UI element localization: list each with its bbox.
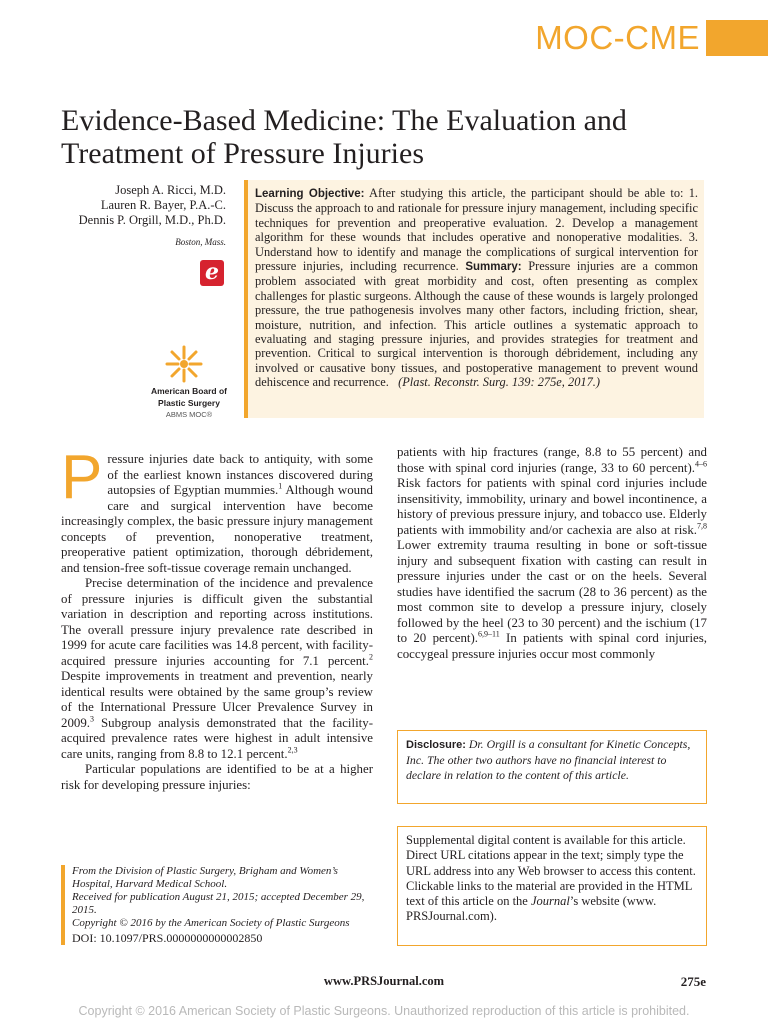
moc-cme-badge	[535, 18, 768, 58]
dropcap: P	[61, 443, 103, 512]
author: Lauren R. Bayer, P.A.-C.	[100, 198, 226, 212]
copyright-footer: Copyright © 2016 American Society of Plastic Surgeons. Unauthorized reproduction of this article is prohibited.	[78, 1004, 690, 1018]
supplemental-box	[397, 826, 707, 946]
abms-logo	[148, 344, 230, 419]
paragraph	[397, 445, 707, 662]
page-number: 275e	[680, 974, 706, 989]
reference: 2	[369, 652, 373, 662]
summary-text: Pressure injuries are a common problem associated with great morbidity and cost, often presenting as complex challenges for plastic surgeons. Although the cause of these wounds is largely prolonged pressure, the true pathogenesis involves many other factors, including friction, shear, moisture, nutrition, and infection. This article outlines a systematic approach to evaluating and staging pressure injuries, and provides strategies for treatment and prevention. Critical to surgical intervention is thorough débridement, including any involved or causative bony tissues, and postoperative management to prevent wound dehiscence and recurrence.	[255, 259, 698, 390]
received-dates: Received for publication August 21, 2015; accepted December 29, 2015.	[72, 891, 365, 916]
paragraph	[61, 576, 373, 762]
doi[interactable]: DOI: 10.1097/PRS.0000000000002850	[72, 931, 263, 945]
summary-label: Summary:	[465, 261, 522, 274]
body-column-right	[397, 445, 707, 662]
citation: (Plast. Reconstr. Surg. 139: 275e, 2017.)	[398, 375, 601, 390]
supplemental-link-text[interactable]: ’s website (www. PRSJournal.com).	[406, 894, 657, 924]
abms-moc-label: ABMS MOC®	[165, 410, 213, 419]
disclosure-label: Disclosure:	[406, 739, 466, 751]
supplemental-text: Supplemental digital content is available for this article. Direct URL citations appear in the text; simply type the URL address into any Web browser to access this content. Clickable links to the material are provided in the HTML text of this article on the	[406, 833, 696, 909]
affiliation-note	[61, 865, 373, 945]
paragraph-text: Precise determination of the incidence and prevalence of pressure injuries is difficult given the substantial variation in description and reporting across institutions. The overall pressure injury prevalence rate described in 1999 for acute care facilities was 14.8 percent, with facility-acquired pressure injuries accounting for 7.1 percent.	[61, 576, 373, 668]
reference: 3	[90, 714, 95, 724]
paragraph-text: In patients with spinal cord injuries, coccygeal pressure injuries occur most commonly	[397, 631, 707, 661]
author-location: Boston, Mass.	[175, 237, 226, 247]
author-list	[40, 183, 226, 250]
moc-cme-bar	[706, 20, 768, 56]
author: Joseph A. Ricci, M.D.	[115, 183, 226, 197]
paragraph-text: Despite improvements in treatment and prevention, nearly identical results were obtained by the same group’s review of the International Pressure Ulcer Prevalence Survey in 2009.	[61, 669, 373, 730]
reference: 7,8	[697, 521, 707, 531]
paragraph	[61, 443, 373, 576]
disclosure-text: Dr. Orgill is a consultant for Kinetic Concepts, Inc. The other two authors have no financial interest to declare in relation to the content of this article.	[406, 737, 691, 782]
journal-name: Journal	[530, 894, 570, 909]
copyright-note: Copyright © 2016 by the American Society of Plastic Surgeons	[72, 917, 350, 929]
reference: 1	[278, 481, 283, 491]
article-title: Evidence-Based Medicine: The Evaluation and Treatment of Pressure Injuries	[61, 104, 627, 170]
star-burst-icon	[164, 344, 204, 384]
paragraph-text: patients with hip fractures (range, 8.8 to 55 percent) and those with spinal cord injuries (range, 33 to 60 percent).	[397, 445, 707, 475]
paragraph-text: Subgroup analysis demonstrated that the facility-acquired prevalence rates were highest in adult intensive care units, ranging from 8.8 to 12.1 percent.	[61, 715, 373, 761]
learning-objective-box	[244, 180, 704, 418]
objective-label: Learning Objective:	[255, 188, 365, 200]
body-column-left	[61, 443, 373, 793]
disclosure-box	[397, 730, 707, 804]
paragraph: Particular populations are identified to be at a higher risk for developing pressure injuries:	[61, 762, 373, 792]
journal-url[interactable]: www.PRSJournal.com	[323, 974, 445, 988]
paragraph-text: Risk factors for patients with spinal cord injuries include insensitivity, immobility, urinary and bowel incontinence, a history of previous pressure injury, and tobacco use. Elderly patients with immobility and/or cachexia are also at risk.	[397, 476, 707, 537]
reference: 2,3	[287, 745, 298, 755]
abms-name-line2: Plastic Surgery	[158, 398, 220, 408]
affiliation-text: From the Division of Plastic Surgery, Brigham and Women’s Hospital, Harvard Medical School.	[72, 865, 338, 890]
abms-name-line1: American Board of	[150, 386, 228, 396]
reference: 4–6	[695, 459, 707, 469]
paragraph-text: Lower extremity trauma resulting in bone or soft-tissue injury and subsequent fixation with casting can result in pressure injuries under the cast or on the heels. Several studies have identified the sacrum (28 to 36 percent) as the most common site to develop a pressure injury, closely followed by the heel (23 to 30 percent) and the ischium (17 to 20 percent).	[397, 538, 707, 645]
reference: 6,9–11	[478, 629, 500, 639]
author: Dennis P. Orgill, M.D., Ph.D.	[78, 213, 226, 227]
moc-cme-label: MOC-CME	[535, 19, 700, 56]
paragraph-text: Although wound care and surgical intervention have become increasingly complex, the basic pressure injury management concepts of prevention, nonoperative treatment, preoperative patient optimization, thorough débridement, and tension-free soft-tissue coverage remain unchanged.	[61, 483, 373, 575]
objective-text: After studying this article, the participant should be able to: 1. Discuss the approach to and rationale for pressure injury management, including specific techniques for prevention and preoperative evaluation. 2. Develop a management algorithm for these wounds that includes operative and nonoperative modalities. 3. Understand how to identify and manage the complications of surgical intervention for pressure injuries, including recurrence.	[255, 186, 698, 274]
paragraph-text: ressure injuries date back to antiquity, with some of the earliest known instances discovered during autopsies of Egyptian mummies.	[107, 452, 373, 497]
e-icon[interactable]: e	[200, 260, 224, 286]
